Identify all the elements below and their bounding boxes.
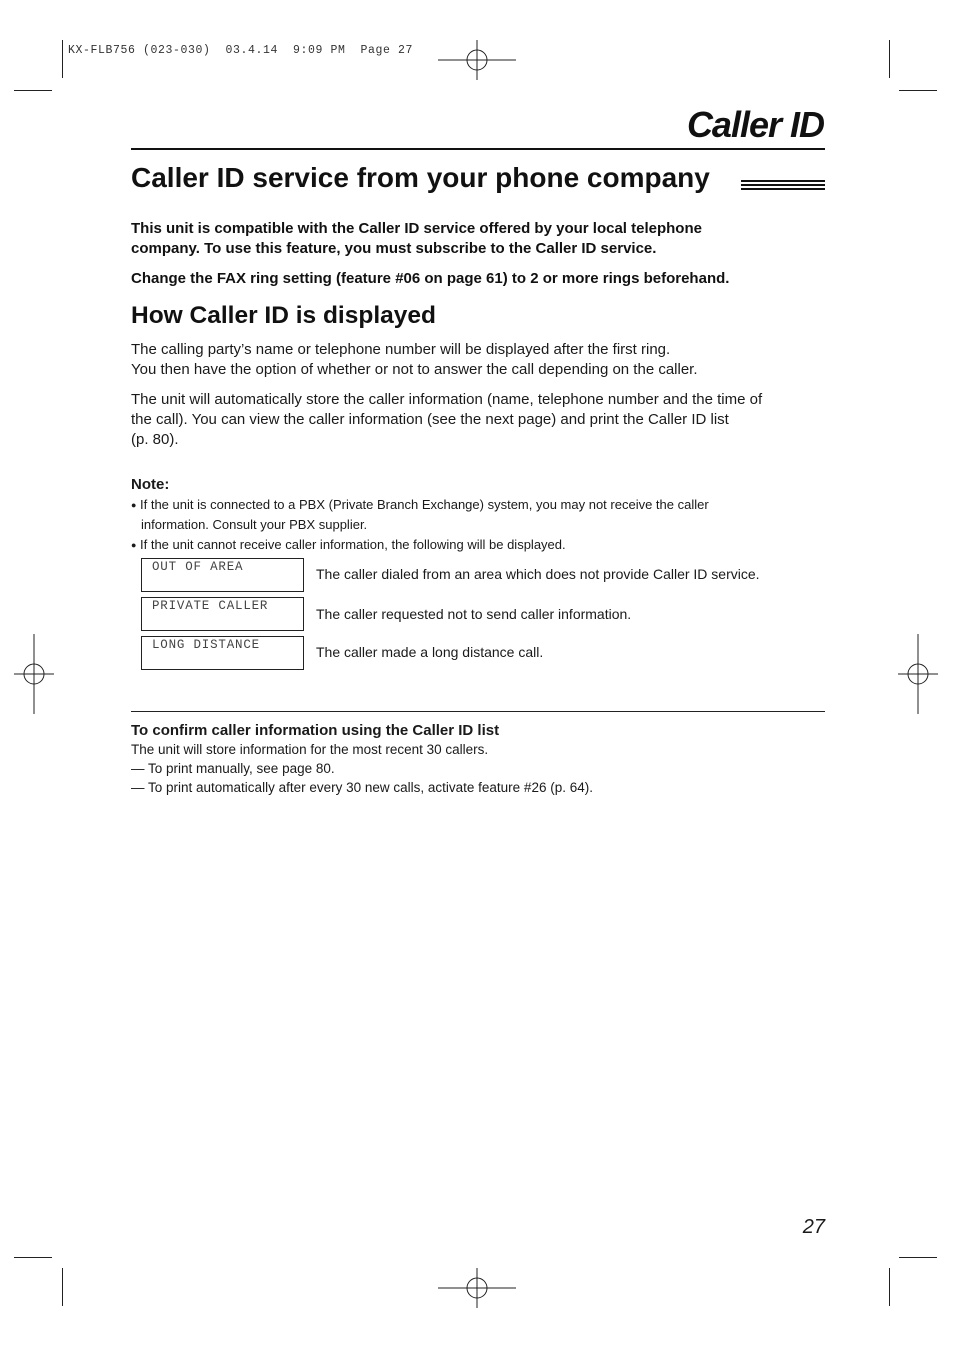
confirm-text [131,740,593,797]
crop-mark [14,90,52,91]
crop-mark [889,40,890,78]
crop-mark [62,1268,63,1306]
lcd-display: LONG DISTANCE [141,636,304,670]
text-line: (p. 80). [131,431,179,448]
lcd-display: PRIVATE CALLER [141,597,304,631]
text-line: The unit will store information for the most recent 30 callers. [131,742,489,757]
note-text: If the unit is connected to a PBX (Private Branch Exchange) system, you may not receive the caller [140,497,709,512]
text-line: — To print automatically after every 30 new calls, activate feature #26 (p. 64). [131,780,593,795]
registration-mark-top [438,40,516,80]
text-line: You then have the option of whether or not to answer the call depending on the caller. [131,361,698,378]
intro-line: This unit is compatible with the Caller ID service offered by your local telephone [131,220,702,237]
note-text: If the unit cannot receive caller information, the following will be displayed. [140,537,566,552]
registration-mark-right [898,634,938,714]
text-line: — To print manually, see page 80. [131,761,335,776]
note-text: information. Consult your PBX supplier. [141,517,368,532]
note-item [131,495,811,535]
title-rule [131,148,825,150]
bullet-icon: ● [131,500,137,510]
crop-mark [899,90,937,91]
bullet-icon: ● [131,540,137,550]
note-item [131,535,811,555]
lcd-description: The caller dialed from an area which does not provide Caller ID service. [316,566,760,582]
registration-mark-bottom [438,1268,516,1308]
text-line: The unit will automatically store the caller information (name, telephone number and the time of [131,391,763,408]
crop-mark [62,40,63,78]
crop-mark [14,1257,52,1258]
section-divider [131,711,825,712]
lcd-description: The caller made a long distance call. [316,644,544,660]
text-line: the call). You can view the caller information (see the next page) and print the Caller ID list [131,411,729,428]
lcd-description: The caller requested not to send caller information. [316,606,632,622]
intro-line: company. To use this feature, you must subscribe to the Caller ID service. [131,240,657,257]
crop-mark [899,1257,937,1258]
registration-mark-left [14,634,54,714]
page-heading: Caller ID service from your phone company [131,162,710,193]
subheading: How Caller ID is displayed [131,302,436,329]
page-number: 27 [802,1216,825,1238]
display-paragraph [131,340,831,380]
section-title: Caller ID [686,104,824,145]
intro-paragraph [131,219,821,259]
text-line: The calling party’s name or telephone number will be displayed after the first ring. [131,341,671,358]
confirm-heading: To confirm caller information using the Caller ID list [131,722,500,739]
print-header: KX-FLB756 (023-030) 03.4.14 9:09 PM Page 27 [68,44,414,57]
note-label: Note: [131,476,170,493]
ring-setting-text: Change the FAX ring setting (feature #06 on page 61) to 2 or more rings beforehand. [131,270,730,287]
crop-mark [889,1268,890,1306]
store-paragraph [131,390,831,450]
heading-decoration [741,180,825,190]
lcd-display: OUT OF AREA [141,558,304,592]
